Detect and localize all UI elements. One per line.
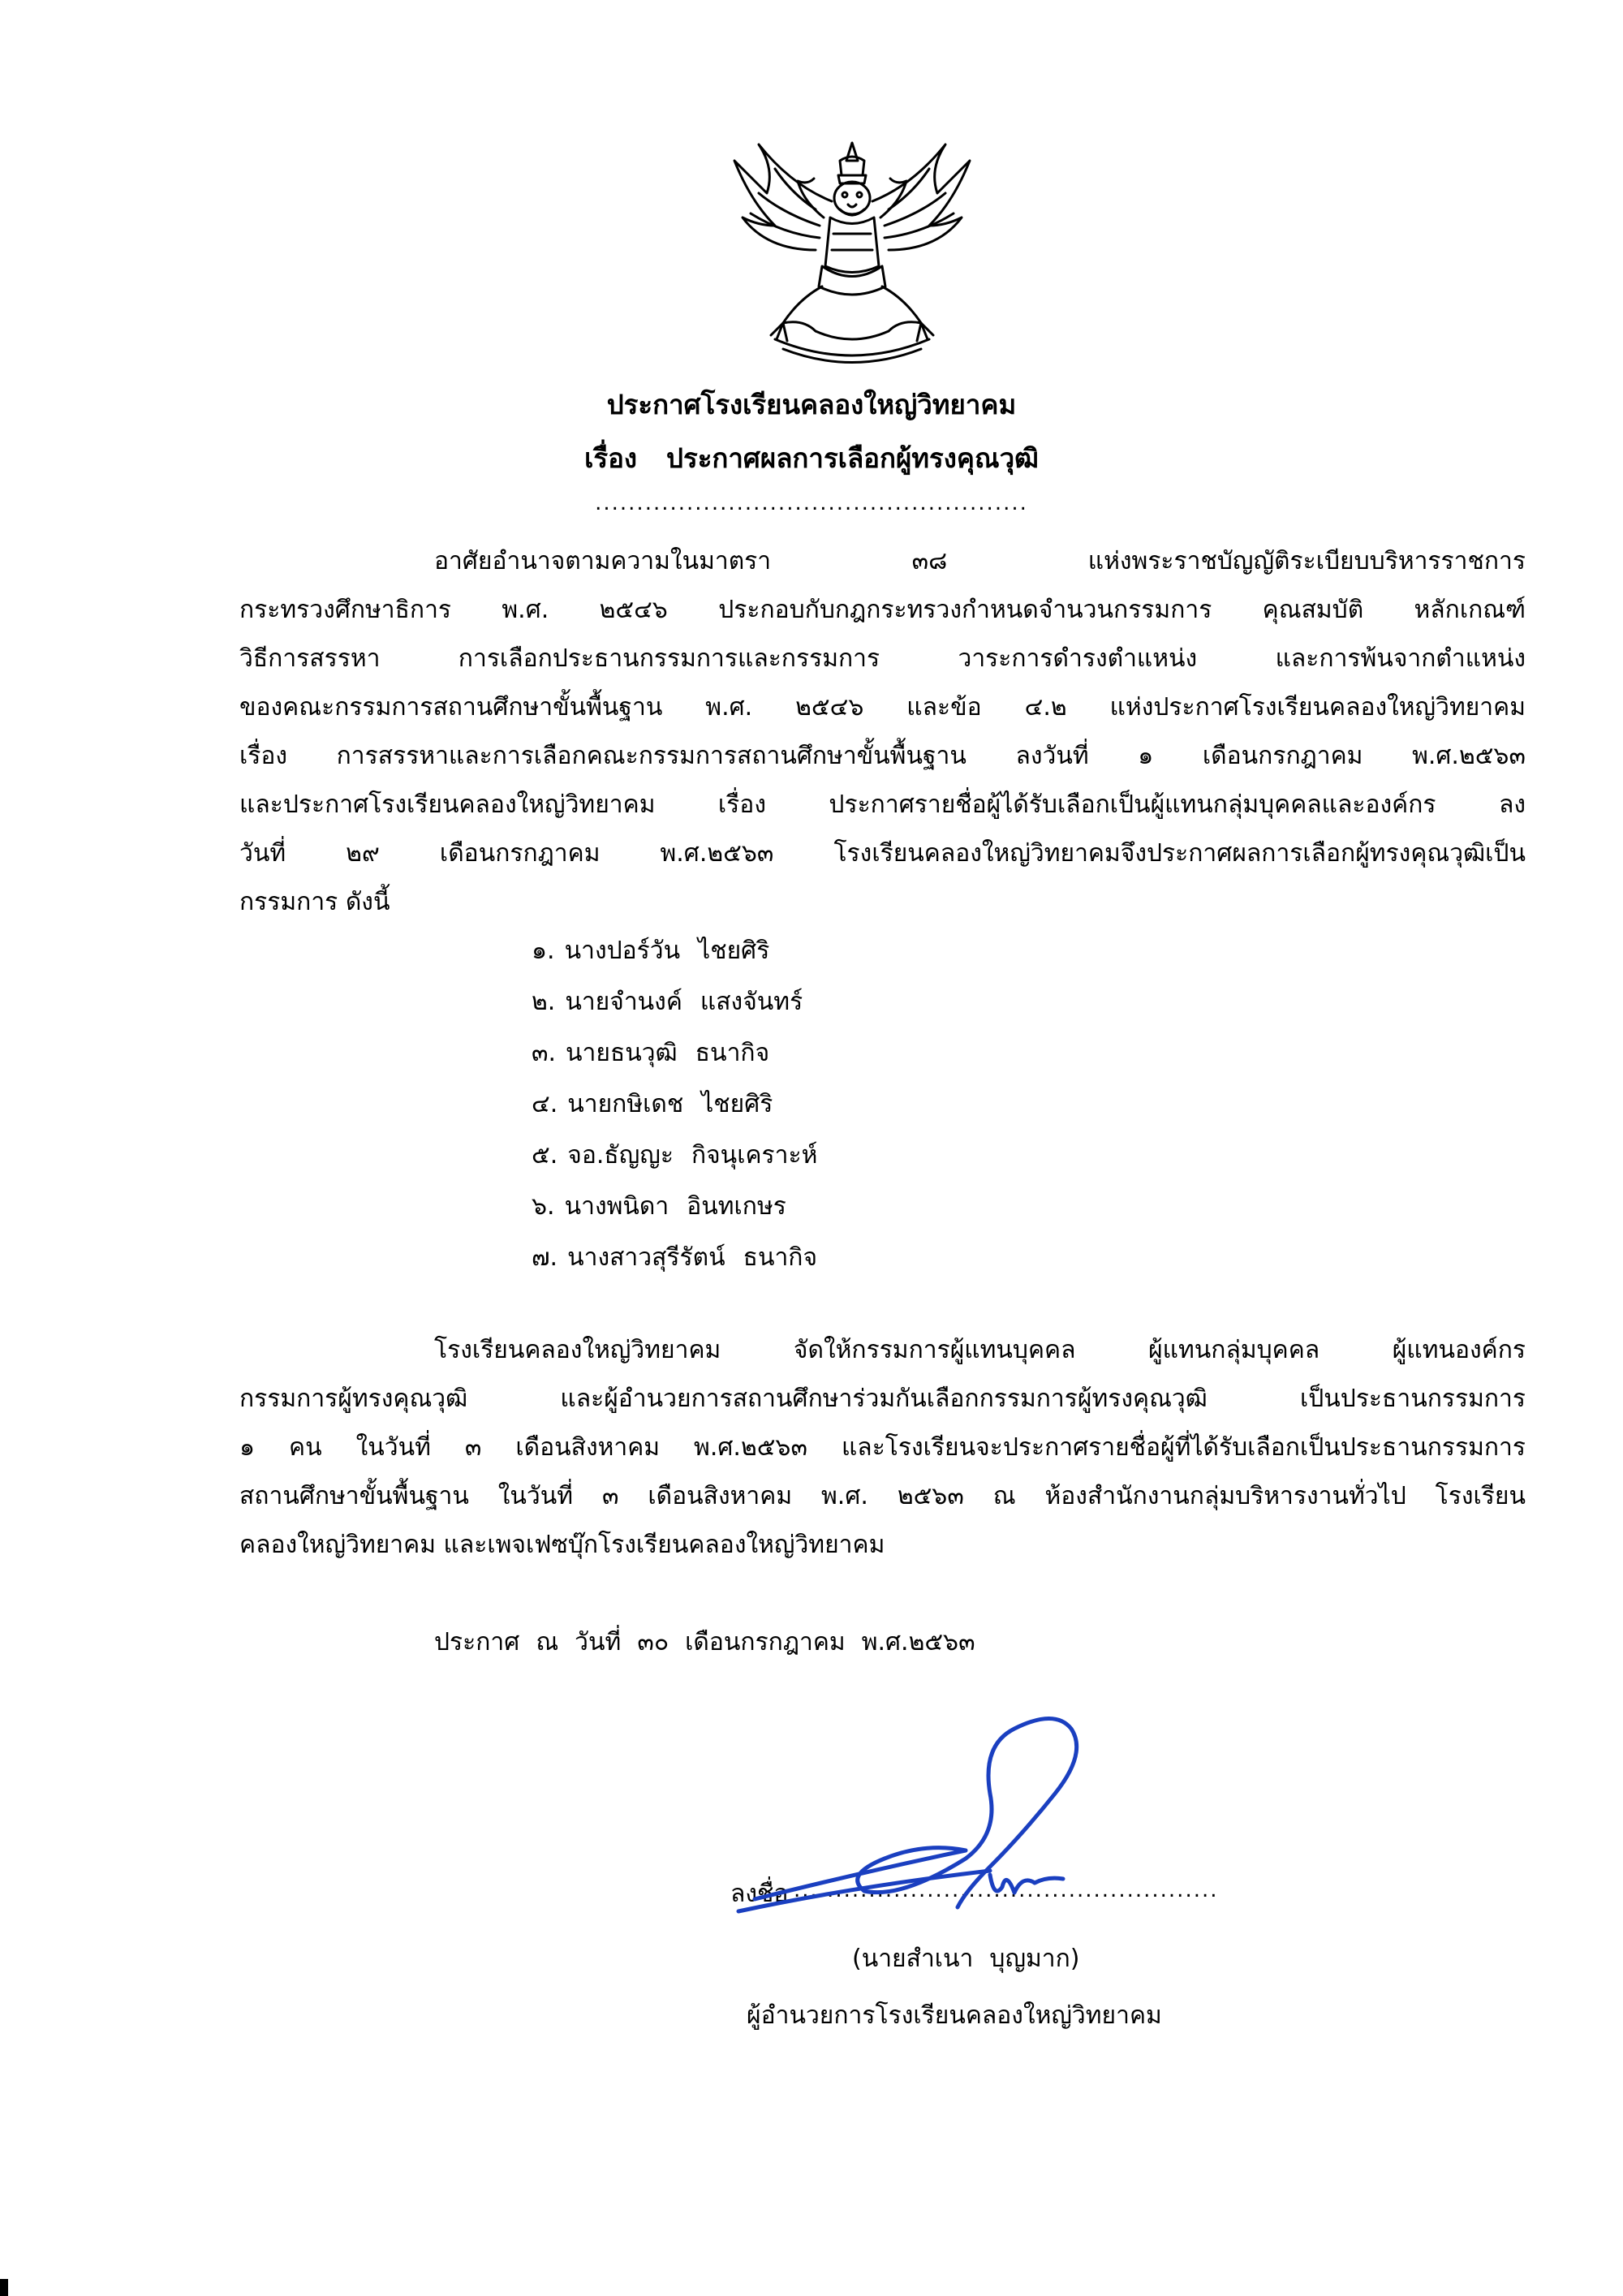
- paragraph-line: กรรมการ ดังนี้: [239, 888, 390, 916]
- member-last-name: ไชยศิริ: [698, 937, 770, 965]
- member-last-name: แสงจันทร์: [700, 988, 803, 1016]
- list-item: [532, 1085, 773, 1123]
- paragraph-line: ของคณะกรรมการสถานศึกษาขั้นพื้นฐาน พ.ศ. ๒๕๔๖ และข้อ ๔.๒ แห่งประกาศโรงเรียนคลองใหญ่วิทยาคม: [239, 693, 1526, 722]
- list-item: [532, 932, 769, 970]
- handwritten-signature: [722, 1704, 1112, 1932]
- member-number: ๕.: [532, 1141, 558, 1170]
- garuda-emblem-icon: [726, 136, 978, 372]
- member-first-name: นางพนิดา: [564, 1192, 669, 1221]
- member-number: ๒.: [532, 988, 556, 1016]
- paragraph-line: คลองใหญ่วิทยาคม และเพจเฟซบุ๊กโรงเรียนคลองใหญ่วิทยาคม: [239, 1531, 885, 1559]
- paragraph-line: อาศัยอำนาจตามความในมาตรา ๓๘ แห่งพระราชบัญญัติระเบียบบริหารราชการ: [434, 547, 1526, 575]
- member-first-name: นายธนวุฒิ: [566, 1039, 678, 1067]
- announce-month: เดือนกรกฎาคม: [685, 1628, 846, 1656]
- member-last-name: ธนากิจ: [743, 1243, 818, 1272]
- title-separator: ....................................................: [595, 491, 1028, 515]
- paragraph-line: และประกาศโรงเรียนคลองใหญ่วิทยาคม เรื่อง ประกาศรายชื่อผู้ได้รับเลือกเป็นผู้แทนกลุ่มบุคคลและองค์กร ลง: [239, 790, 1526, 819]
- document-title: ประกาศโรงเรียนคลองใหญ่วิทยาคม: [606, 389, 1017, 420]
- announce-day: ๓๐: [637, 1628, 669, 1656]
- paragraph-line: วิธีการสรรหา การเลือกประธานกรรมการและกรรมการ วาระการดำรงตำแหน่ง และการพ้นจากตำแหน่ง: [239, 644, 1526, 673]
- signer-position: ผู้อำนวยการโรงเรียนคลองใหญ่วิทยาคม: [747, 2001, 1162, 2030]
- announcement-date: [434, 1623, 992, 1661]
- scan-corner-mark: [0, 2279, 8, 2296]
- signer-last-name: บุญมาก): [989, 1945, 1080, 1973]
- member-last-name: ไชยศิริ: [701, 1090, 773, 1118]
- paragraph-line: กรรมการผู้ทรงคุณวุฒิ และผู้อำนวยการสถานศึกษาร่วมกันเลือกกรรมการผู้ทรงคุณวุฒิ เป็นประธานกรรมการ: [239, 1385, 1526, 1413]
- paragraph-line: โรงเรียนคลองใหญ่วิทยาคม จัดให้กรรมการผู้แทนบุคคล ผู้แทนกลุ่มบุคคล ผู้แทนองค์กร: [434, 1336, 1526, 1364]
- subject-label: เรื่อง: [584, 442, 638, 474]
- member-last-name: กิจนุเคราะห์: [691, 1141, 818, 1170]
- member-first-name: นางสาวสุรีรัตน์: [567, 1243, 725, 1272]
- member-first-name: นางปอร์วัน: [564, 937, 681, 965]
- list-item: [532, 1238, 817, 1277]
- signer-first-name: (นายสำเนา: [852, 1945, 974, 1973]
- member-last-name: ธนากิจ: [695, 1039, 770, 1067]
- member-number: ๔.: [532, 1090, 558, 1118]
- member-first-name: นายจำนงค์: [565, 988, 682, 1016]
- announce-at: ณ: [536, 1628, 559, 1656]
- list-item: [532, 1136, 817, 1174]
- announce-year: พ.ศ.๒๕๖๓: [861, 1628, 975, 1656]
- sign-line: ...................................................: [794, 1878, 1219, 1902]
- member-last-name: อินทเกษร: [687, 1192, 786, 1221]
- paragraph-line: กระทรวงศึกษาธิการ พ.ศ. ๒๕๔๖ ประกอบกับกฎกระทรวงกำหนดจำนวนกรรมการ คุณสมบัติ หลักเกณฑ์: [239, 596, 1526, 624]
- paragraph-line: ๑ คน ในวันที่ ๓ เดือนสิงหาคม พ.ศ.๒๕๖๓ และโรงเรียนจะประกาศรายชื่อผู้ที่ได้รับเลือกเป็นประธานกรรมการ: [239, 1433, 1526, 1462]
- paragraph-line: วันที่ ๒๙ เดือนกรกฎาคม พ.ศ.๒๕๖๓ โรงเรียนคลองใหญ่วิทยาคมจึงประกาศผลการเลือกผู้ทรงคุณวุฒิเป็น: [239, 839, 1526, 868]
- announce-label: ประกาศ: [434, 1628, 520, 1656]
- member-number: ๖.: [532, 1192, 555, 1221]
- list-item: [532, 1034, 769, 1072]
- member-first-name: นายกษิเดช: [567, 1090, 684, 1118]
- paragraph-line: สถานศึกษาขั้นพื้นฐาน ในวันที่ ๓ เดือนสิงหาคม พ.ศ. ๒๕๖๓ ณ ห้องสำนักงานกลุ่มบริหารงานทั่วไป โรงเรียน: [239, 1482, 1526, 1510]
- member-number: ๑.: [532, 937, 555, 965]
- list-item: [532, 1187, 786, 1226]
- sign-label: ลงชื่อ: [730, 1880, 789, 1908]
- announce-day-label: วันที่: [575, 1628, 622, 1656]
- member-first-name: จอ.ธัญญะ: [567, 1141, 674, 1170]
- signer-name: [852, 1940, 1080, 1978]
- subject-text: ประกาศผลการเลือกผู้ทรงคุณวุฒิ: [666, 442, 1039, 474]
- paragraph-line: เรื่อง การสรรหาและการเลือกคณะกรรมการสถานศึกษาขั้นพื้นฐาน ลงวันที่ ๑ เดือนกรกฎาคม พ.ศ.๒๕๖๓: [239, 742, 1526, 770]
- member-number: ๗.: [532, 1243, 558, 1272]
- list-item: [532, 983, 803, 1021]
- member-number: ๓.: [532, 1039, 557, 1067]
- document-subject-line: [0, 437, 1623, 480]
